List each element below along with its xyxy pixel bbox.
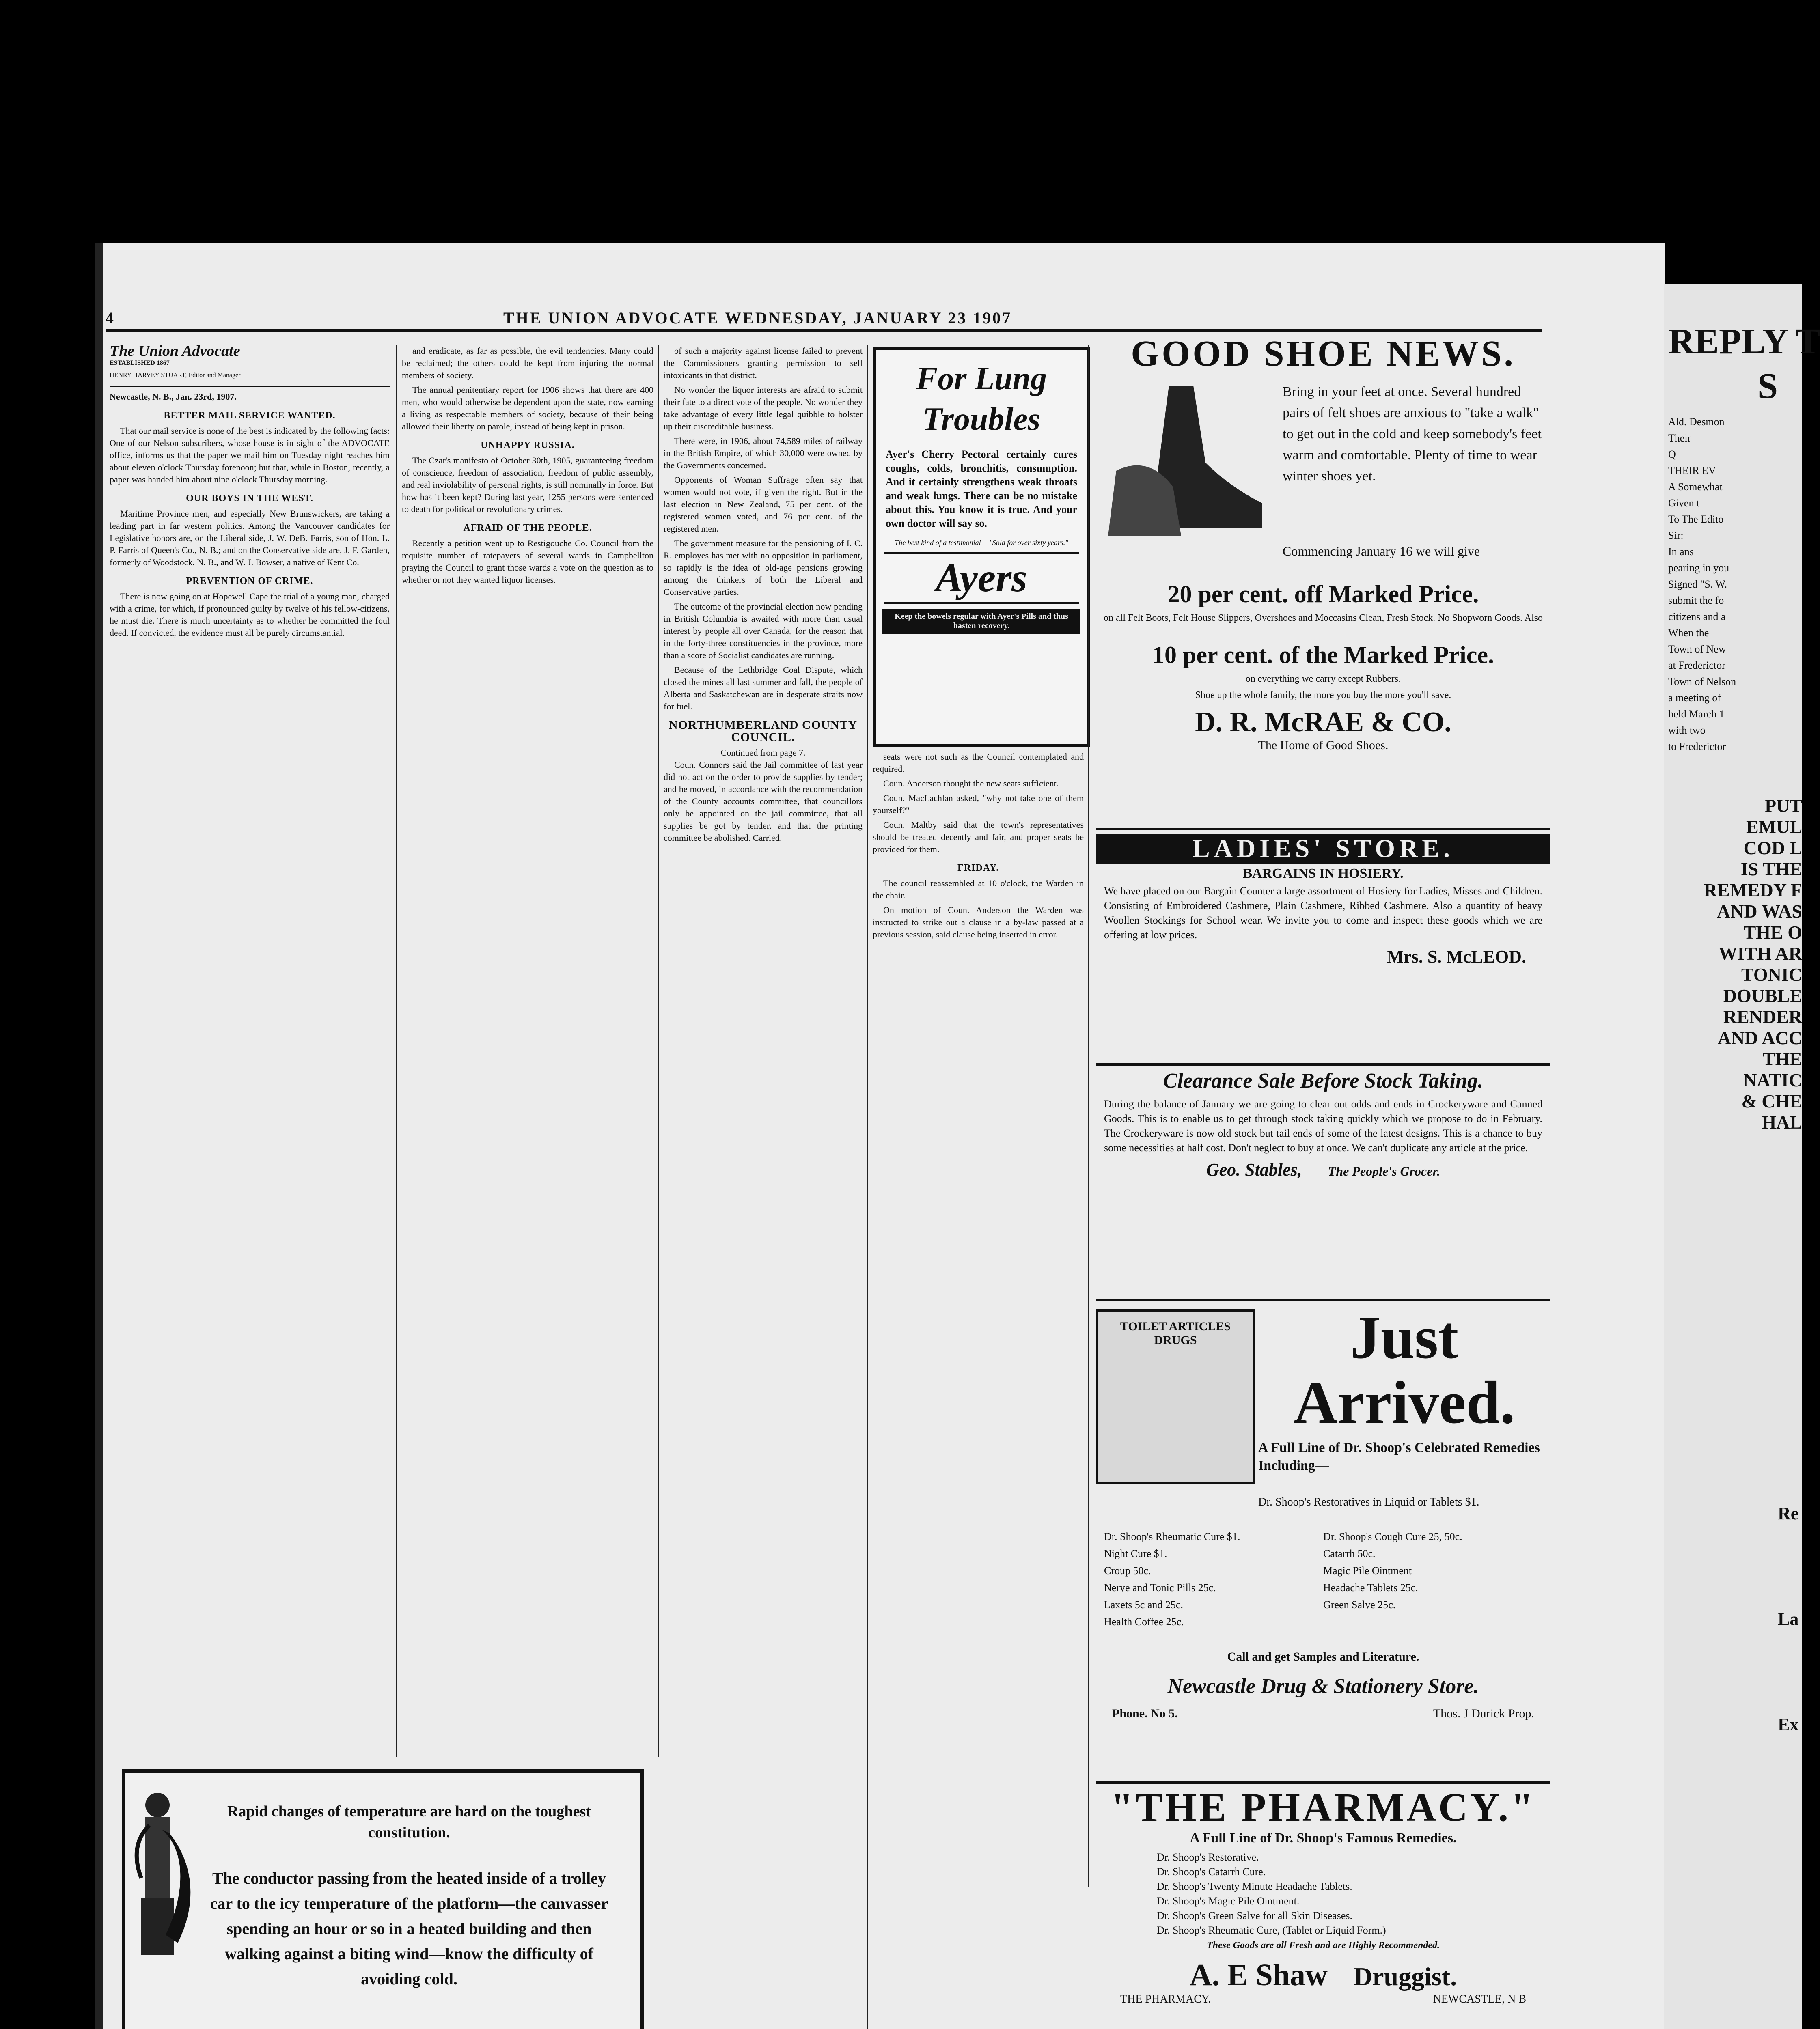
ladies-body: We have placed on our Bargain Counter a large assortment of Hosiery for Ladies, Misses and Children. Consisting of Embroidered Cashmere, Plain Cashmere, Ribbed Cashmere. Also a quantity of heavy Woollen Stockings for School wear. We invite you to come and inspect these goods which we are offering at low prices. — [1104, 885, 1542, 941]
druggist-name: A. E Shaw — [1189, 1958, 1328, 1992]
ladies-subheadline: BARGAINS IN HOSIERY. — [1243, 866, 1404, 881]
strip-ad-line: COD L — [1743, 838, 1802, 858]
column-1 — [110, 342, 390, 1757]
scotts-emulsion-advertisement — [122, 1769, 644, 2029]
scott-headline: Rapid changes of temperature are hard on the toughest constitution. — [227, 1803, 591, 1841]
strip-ad-line: THE — [1762, 1049, 1802, 1069]
pharmacy-remedy-item: Dr. Shoop's Restorative. — [1157, 1851, 1259, 1863]
article-text: Coun. Anderson thought the new seats sufficient. — [883, 778, 1059, 788]
headline-friday: FRIDAY. — [957, 863, 999, 873]
ayers-footer: Keep the bowels regular with Ayer's Pills and thus hasten recovery. — [882, 609, 1080, 634]
remedy-item: Health Coffee 25c. — [1104, 1616, 1184, 1628]
strip-line: Signed "S. W. — [1668, 578, 1727, 590]
column-4 — [873, 751, 1084, 2029]
remedy-item: Headache Tablets 25c. — [1323, 1582, 1418, 1594]
strip-line: When the — [1668, 627, 1709, 639]
remedy-item: Dr. Shoop's Rheumatic Cure $1. — [1104, 1531, 1240, 1542]
offer-ten-percent: 10 per cent. of the Marked Price. — [1152, 642, 1494, 668]
strip-ad-line: THE O — [1743, 922, 1802, 943]
strip-ad-line: PUT — [1765, 795, 1802, 816]
shoe-advertisement — [1096, 333, 1550, 751]
strip-line: to Frederictor — [1668, 741, 1726, 752]
column-rule — [867, 345, 868, 2029]
strip-line: submit the fo — [1668, 594, 1724, 606]
pharmacy-sub: A Full Line of Dr. Shoop's Famous Remedies. — [1190, 1831, 1457, 1846]
article-text: Coun. Maltby said that the town's representatives should be treated decently and fair, and proper seats be provided for them. — [873, 820, 1084, 854]
article-text: On motion of Coun. Anderson the Warden was instructed to strike out a clause in a by-law passed at a previous session, said clause being inserted in error. — [873, 905, 1084, 939]
article-text: of such a majority against license failed to prevent the Commissioners granting permission to sell intoxicants in that district. — [664, 346, 863, 380]
article-text: The government measure for the pensioning of I. C. R. employes has met with no opposition in parliament, so rapidly is the idea of old-age pensions growing among the thinkers of both the Liberal and Conservative parties. — [664, 538, 863, 597]
offer-twenty-note: on all Felt Boots, Felt House Slippers, Overshoes and Moccasins Clean, Fresh Stock. No Shopworn Goods. Also — [1104, 613, 1543, 623]
shoe-body: Bring in your feet at once. Several hundred pairs of felt shoes are anxious to "take a walk" to get out in the cold and keep somebody's feet warm and comfortable. Plenty of time to wear winter shoes yet. — [1283, 384, 1542, 484]
masthead — [106, 308, 1542, 332]
strip-ad-line: IS THE — [1740, 859, 1802, 879]
strip-ad-line: RENDER — [1723, 1006, 1802, 1027]
article-text: There is now going on at Hopewell Cape the trial of a young man, charged with a crime, for which, if pronounced guilty by twelve of his fellow-citizens, he must die. There is much uncertainty as to whether he committed the foul deed. If convicted, the evidence must all be purely circumstantial. — [110, 591, 390, 638]
pharmacy-remedy-item: Dr. Shoop's Green Salve for all Skin Diseases. — [1157, 1910, 1353, 1921]
strip-line: To The Edito — [1668, 513, 1724, 525]
pharmacy-remedy-item: Dr. Shoop's Magic Pile Ointment. — [1157, 1895, 1300, 1907]
pharmacy-remedy-item: Dr. Shoop's Catarrh Cure. — [1157, 1866, 1266, 1878]
continued-note: Continued from page 7. — [720, 747, 806, 758]
remedy-list — [1104, 1528, 1542, 1631]
strip-line: A Somewhat — [1668, 481, 1723, 493]
strip-ad-line: REMEDY F — [1704, 880, 1802, 900]
masthead-title: THE UNION ADVOCATE WEDNESDAY, JANUARY 23 1907 — [503, 309, 1012, 327]
just-arrived-lead: Dr. Shoop's Restoratives in Liquid or Tablets $1. — [1258, 1496, 1479, 1508]
remedy-item: Croup 50c. — [1104, 1565, 1151, 1577]
remedy-item: Magic Pile Ointment — [1323, 1565, 1412, 1577]
strip-ad-line: EMUL — [1746, 816, 1802, 837]
just-arrived-sub: A Full Line of Dr. Shoop's Celebrated Remedies Including— — [1258, 1440, 1540, 1473]
established-line: ESTABLISHED 1867 — [110, 360, 170, 366]
article-text: The outcome of the provincial election now pending in British Columbia is awaited with more than usual interest by people all over Canada, for the reason that in the forty-three constituencies in the province, more than a score of Socialist candidates are running. — [664, 601, 863, 660]
dateline: Newcastle, N. B., Jan. 23rd, 1907. — [110, 392, 237, 402]
strip-ad-line: & CHE — [1741, 1091, 1802, 1111]
ladies-signature: Mrs. S. McLEOD. — [1387, 947, 1526, 967]
strip-side-letters — [1778, 1461, 1802, 1777]
article-text: There were, in 1906, about 74,589 miles of railway in the British Empire, of which 30,000 were owned by the Governments concerned. — [664, 436, 863, 470]
strip-side-letter: Re — [1778, 1503, 1799, 1523]
shoe-firm-tag: The Home of Good Shoes. — [1258, 739, 1389, 752]
strip-line: pearing in you — [1668, 562, 1729, 574]
article-text: That our mail service is none of the best is indicated by the following facts: One of our Nelson subscribers, whose house is in sight of the ADVOCATE office, informs us that the paper we mail him on Tuesday night reaches him about eleven o'clock Thursday forenoon; but that, while in Boston, recently, a paper was handed him about nine o'clock Thursday morning. — [110, 426, 390, 485]
paper-name: The Union Advocate — [110, 342, 240, 360]
store-proprietor: Thos. J Durick Prop. — [1433, 1707, 1534, 1720]
strip-ad-line: NATIC — [1743, 1070, 1802, 1090]
pharmacy-left: THE PHARMACY. — [1120, 1993, 1211, 2005]
pharmacy-remedy-item: Dr. Shoop's Twenty Minute Headache Tablets. — [1157, 1880, 1352, 1892]
headline-county-council: NORTHUMBERLAND COUNTY COUNCIL. — [668, 718, 858, 744]
strip-line: In ans — [1668, 546, 1694, 558]
strip-line: Town of Nelson — [1668, 676, 1736, 687]
column-rule — [1088, 345, 1089, 1887]
article-text: Recently a petition went up to Restigouche Co. Council from the requisite number of ratepayers of several wards in Campbellton praying the Council to grant those wards a vote on the question as to whether or not they wanted liquor licenses. — [402, 538, 653, 585]
offer-twenty-percent: 20 per cent. off Marked Price. — [1167, 581, 1479, 607]
boot-icon — [1100, 381, 1270, 552]
column-rule — [658, 345, 659, 1757]
druggist-title: Druggist. — [1353, 1962, 1457, 1991]
article-text: Coun. Connors said the Jail committee of last year did not act on the order to provide supplies by tender; and he moved, in accordance with the recommendation of the County accounts committee, that councillors only be appointed on the jail committee, that all supplies be got by tender, and that the printing committee be abolished. Carried. — [664, 760, 863, 843]
strip-line: THEIR EV — [1668, 465, 1716, 476]
column-rule — [396, 345, 397, 1757]
strip-ad-line: DOUBLE — [1723, 985, 1802, 1006]
article-text: The annual penitentiary report for 1906 shows that there are 400 men, who would otherwise be dependent upon the state, now earning a living as respectable members of society, because of their being allowed their liberty on parole, instead of being kept in prison. — [402, 385, 653, 431]
just-arrived-headline: Just Arrived. — [1294, 1304, 1515, 1436]
headline-prevention-crime: PREVENTION OF CRIME. — [186, 576, 313, 586]
strip-headline: REPLY T — [1668, 321, 1820, 362]
pharmacy-right: NEWCASTLE, N B — [1433, 1993, 1526, 2005]
offer-ten-note: on everything we carry except Rubbers. — [1245, 674, 1401, 684]
strip-side-letter: La — [1778, 1609, 1799, 1629]
headline-mail-service: BETTER MAIL SERVICE WANTED. — [164, 410, 336, 421]
headline-afraid-people: AFRAID OF THE PEOPLE. — [463, 523, 592, 533]
strip-side-letter: Ex — [1778, 1715, 1799, 1734]
remedy-item: Dr. Shoop's Cough Cure 25, 50c. — [1323, 1531, 1462, 1542]
shoe-firm: D. R. McRAE & CO. — [1195, 706, 1451, 738]
remedy-item: Green Salve 25c. — [1323, 1599, 1396, 1611]
strip-ad-line: AND ACC — [1717, 1027, 1802, 1048]
article-text: The council reassembled at 10 o'clock, the Warden in the chair. — [873, 878, 1084, 900]
article-text: seats were not such as the Council contemplated and required. — [873, 752, 1084, 774]
strip-line: citizens and a — [1668, 611, 1726, 622]
ladies-headline: LADIES' STORE. — [1096, 834, 1550, 864]
fisherman-icon — [133, 1789, 182, 2016]
remedy-item: Catarrh 50c. — [1323, 1548, 1376, 1559]
strip-ad-line: TONIC — [1741, 964, 1802, 985]
pharmacy-note: These Goods are all Fresh and are Highly Recommended. — [1207, 1940, 1440, 1951]
headline-boys-west: OUR BOYS IN THE WEST. — [186, 493, 313, 504]
pharmacy-remedy-item: Dr. Shoop's Rheumatic Cure, (Tablet or Liquid Form.) — [1157, 1924, 1386, 1936]
strip-line: Town of New — [1668, 643, 1726, 655]
toilet-articles-illustration — [1096, 1309, 1255, 1484]
publisher-line: HENRY HARVEY STUART, Editor and Manager — [110, 372, 241, 379]
strip-ad-line: HAL — [1762, 1112, 1802, 1133]
remedy-item: Night Cure $1. — [1104, 1548, 1167, 1559]
ayers-advertisement — [873, 347, 1090, 747]
article-text: Coun. MacLachlan asked, "why not take one of them yourself?" — [873, 793, 1084, 815]
ayers-logo: Ayers — [884, 552, 1079, 604]
strip-ad-line: WITH AR — [1719, 943, 1802, 964]
drug-store-name: Newcastle Drug & Stationery Store. — [1167, 1675, 1479, 1698]
shoe-tagline: Shoe up the whole family, the more you buy the more you'll save. — [1195, 690, 1451, 700]
strip-line: Given t — [1668, 497, 1700, 509]
page-number: 4 — [106, 309, 114, 327]
clearance-body: During the balance of January we are going to clear out odds and ends in Crockeryware and Canned Goods. This is to enable us to get through stock taking quickly which we propose to do in February. The Crockeryware is now old stock but tail ends of some of the latest designs. This is a chance to buy some necessities at half cost. Don't neglect to buy at once. We can't duplicate any article at the price. — [1104, 1098, 1542, 1154]
headline-unhappy-russia: UNHAPPY RUSSIA. — [481, 440, 575, 450]
shoe-headline: GOOD SHOE NEWS. — [1131, 334, 1516, 374]
strip-ad-line: AND WAS — [1716, 901, 1802, 922]
strip-line: a meeting of — [1668, 692, 1721, 704]
strip-advertisement — [1676, 795, 1802, 1133]
article-text: Because of the Lethbridge Coal Dispute, which closed the mines all last summer and fall, the people of Alberta and Saskatchewan are in desperate straits now for fuel. — [664, 665, 863, 711]
remedy-item: Laxets 5c and 25c. — [1104, 1599, 1183, 1611]
strip-line: Ald. Desmon — [1668, 416, 1725, 428]
article-text: The Czar's manifesto of October 30th, 1905, guaranteeing freedom of conscience, freedom of association, freedom of public assembly, and real inviolability of personal rights, is still nominally in force. But how has it been kept? During last year, 1255 persons were sentenced to death for political or revolutionary crimes. — [402, 455, 653, 514]
strip-line: held March 1 — [1668, 708, 1725, 720]
ayers-subline: The best kind of a testimonial— "Sold for over sixty years." — [895, 538, 1068, 547]
shoe-commencing: Commencing January 16 we will give — [1283, 544, 1480, 558]
clearance-advertisement — [1096, 1063, 1550, 1293]
strip-line: Their — [1668, 432, 1691, 444]
article-text: Maritime Province men, and especially New Brunswickers, are taking a leading part in far western politics. Among the Vancouver candidates for Legislative honors are, on the Liberal side, J. W. DeB. Farris, son of Hon. L. P. Farris of Queen's Co., N. B.; and on the Conservative side are, J. F. Garden, formerly of Woodstock, N. B., and W. J. Bowser, a native of Kent Co. — [110, 508, 390, 567]
strip-line: Q — [1668, 448, 1676, 460]
pharmacy-remedy-list — [1096, 1850, 1550, 1938]
article-text: No wonder the liquor interests are afraid to submit their fate to a direct vote of the people. No wonder they take advantage of every little legal quibble to bolster up their discreditable business. — [664, 385, 863, 431]
just-arrived-advertisement — [1096, 1299, 1550, 1772]
remedy-item: Nerve and Tonic Pills 25c. — [1104, 1582, 1216, 1594]
store-phone: Phone. No 5. — [1112, 1707, 1178, 1720]
ladies-store-advertisement — [1096, 828, 1550, 1049]
strip-line: at Frederictor — [1668, 659, 1725, 671]
ayers-headline: For Lung Troubles — [916, 361, 1047, 437]
article-text: Opponents of Woman Suffrage often say that women would not vote, if given the right. But in the last election in New Zealand, 75 per cent. of the registered women voted, and 76 per cent. of the registered men. — [664, 475, 863, 534]
illustration-caption: TOILET ARTICLES DRUGS — [1120, 1320, 1231, 1347]
clearance-headline: Clearance Sale Before Stock Taking. — [1163, 1069, 1484, 1092]
column-3 — [664, 345, 863, 2029]
clearance-signature: Geo. Stables, — [1206, 1160, 1302, 1180]
column-2 — [402, 345, 653, 1757]
pharmacy-advertisement — [1096, 1781, 1550, 2029]
scott-body: The conductor passing from the heated inside of a trolley car to the icy temperature of the platform—the canvasser spending an hour or so in a heated building and then walking against a biting wind—know the difficulty of avoiding cold. — [210, 1869, 608, 1988]
strip-line: with two — [1668, 724, 1706, 736]
ayers-body: Ayer's Cherry Pectoral certainly cures coughs, colds, bronchitis, consumption. And it certainly strengthens weak throats and weak lungs. There can be no mistake about this. You know it is true. And your own doctor will say so. — [886, 448, 1077, 529]
clearance-tag: The People's Grocer. — [1328, 1164, 1440, 1178]
strip-line: Sir: — [1668, 530, 1684, 541]
strip-subheadline: S — [1757, 366, 1778, 406]
article-text: and eradicate, as far as possible, the evil tendencies. Many could be reclaimed; the others could be kept from injuring the normal members of society. — [402, 346, 653, 380]
samples-line: Call and get Samples and Literature. — [1227, 1650, 1419, 1663]
strip-text — [1668, 414, 1802, 755]
pharmacy-headline: "THE PHARMACY." — [1111, 1785, 1536, 1830]
